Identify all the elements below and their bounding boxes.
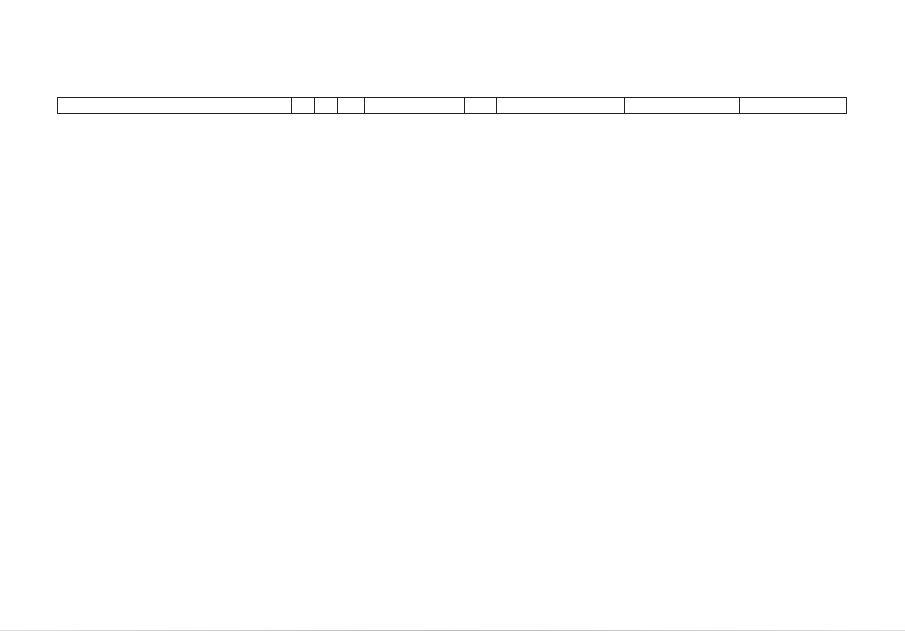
header-col-3 (315, 98, 338, 113)
header-col-7 (497, 98, 625, 113)
header-col-2 (292, 98, 315, 113)
header-col-4 (338, 98, 365, 113)
header-col-8 (625, 98, 740, 113)
table-header-row (57, 97, 847, 114)
header-col-1 (58, 98, 292, 113)
header-col-6 (465, 98, 497, 113)
header-col-9 (740, 98, 846, 113)
scan-edge-line (0, 630, 905, 631)
header-col-5 (365, 98, 465, 113)
